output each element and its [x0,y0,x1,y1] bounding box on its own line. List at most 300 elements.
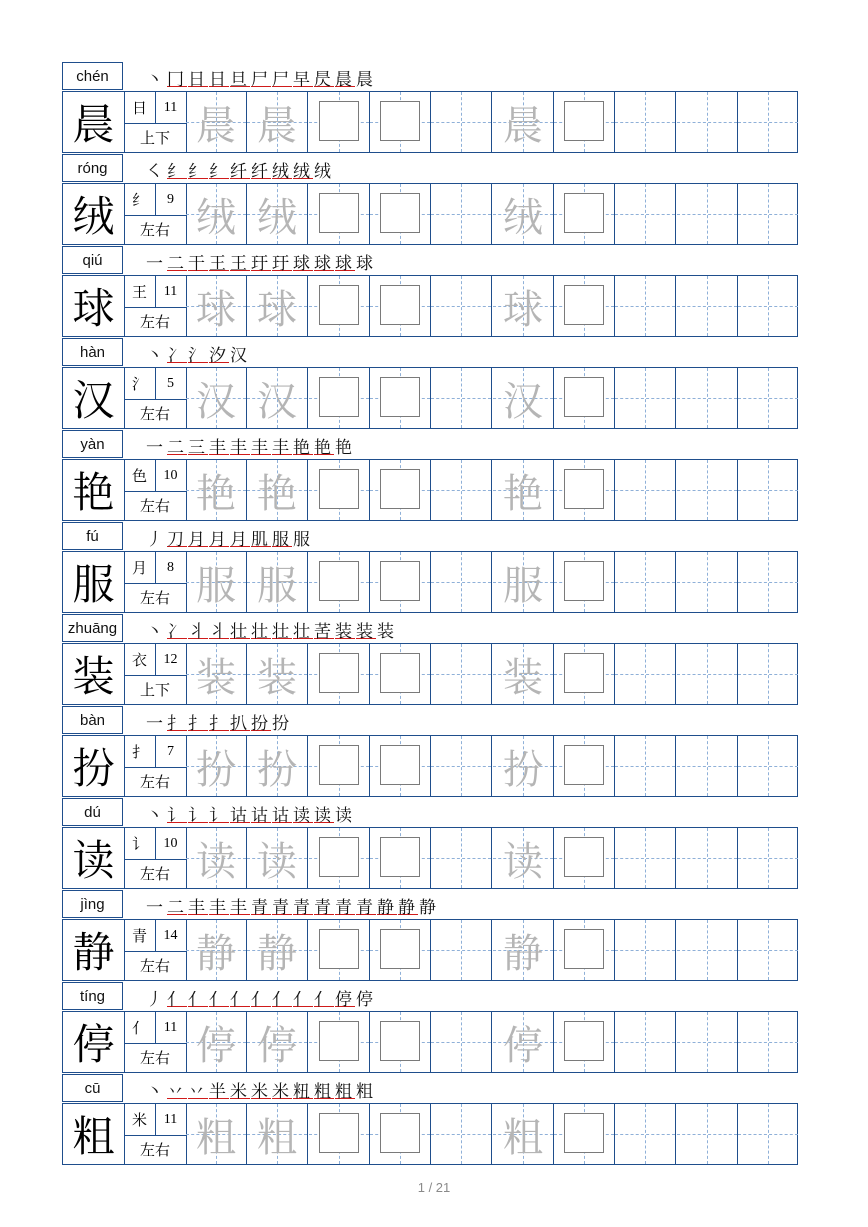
boxed-practice-cell[interactable] [309,736,370,796]
practice-cell[interactable] [677,552,738,612]
practice-cell[interactable] [738,736,799,796]
inner-box [319,837,359,877]
trace-cell[interactable] [247,1012,308,1072]
trace-character: 艳 [503,470,543,517]
guide-line [738,674,798,675]
practice-cell[interactable] [431,828,492,888]
trace-cell[interactable] [247,184,308,244]
stroke-count: 11 [155,1012,186,1044]
stroke-order [146,1075,377,1103]
trace-character: 艳 [257,470,297,517]
practice-cell[interactable] [738,92,799,152]
practice-cell[interactable] [677,644,738,704]
practice-cell[interactable] [431,276,492,336]
pinyin-row [62,982,798,1011]
stroke-step: 停 [356,989,376,1010]
stroke-step: 晨 [356,69,376,90]
boxed-practice-cell[interactable] [309,368,370,428]
guide-line [738,1134,798,1135]
trace-character: 扮 [503,746,543,793]
character-entry [62,890,798,982]
boxed-practice-cell[interactable] [554,276,615,336]
boxed-practice-cell[interactable] [554,184,615,244]
stroke-step: 王 [230,253,250,274]
writing-grid [62,367,798,429]
boxed-practice-cell[interactable] [554,644,615,704]
stroke-step: 丿 [146,529,166,550]
guide-line [431,398,491,399]
pinyin-row [62,246,798,275]
inner-box [380,653,420,693]
trace-character: 静 [257,930,297,977]
stroke-step: 丷 [188,1081,208,1102]
trace-cell[interactable] [493,1104,554,1164]
practice-cell[interactable] [615,276,676,336]
inner-box [564,745,604,785]
practice-cell[interactable] [738,460,799,520]
guide-line [431,1042,491,1043]
stroke-step: 肌 [251,529,271,550]
trace-cell[interactable] [493,828,554,888]
pinyin-row [62,430,798,459]
trace-cell[interactable] [493,460,554,520]
practice-cell[interactable] [738,828,799,888]
trace-cell[interactable] [247,828,308,888]
practice-cell[interactable] [431,1012,492,1072]
practice-cell[interactable] [615,552,676,612]
inner-box [564,1021,604,1061]
stroke-step: 粗 [314,1081,334,1102]
inner-box [380,929,420,969]
stroke-step: 扌 [188,713,208,734]
stroke-step: 壮 [272,621,292,642]
trace-cell[interactable] [493,552,554,612]
inner-box [319,561,359,601]
stroke-step: 丶 [146,805,166,826]
stroke-step: 亻 [272,989,292,1010]
practice-cell[interactable] [677,1104,738,1164]
boxed-practice-cell[interactable] [309,920,370,980]
trace-cell[interactable] [186,276,247,336]
trace-character: 装 [196,654,236,701]
stroke-step: 丶 [146,69,166,90]
stroke-step: 丰 [272,437,292,458]
inner-box [319,1113,359,1153]
boxed-practice-cell[interactable] [309,184,370,244]
stroke-step: 纤 [230,161,250,182]
practice-cell[interactable] [615,368,676,428]
trace-cell[interactable] [186,184,247,244]
character-info [124,1012,187,1072]
boxed-practice-cell[interactable] [370,828,431,888]
character-entry [62,62,798,154]
stroke-step: 丰 [209,897,229,918]
boxed-practice-cell[interactable] [370,92,431,152]
trace-cell[interactable] [186,1012,247,1072]
inner-box [319,101,359,141]
stroke-step: 纤 [251,161,271,182]
guide-line [738,122,798,123]
stroke-step: 丶 [146,1081,166,1102]
inner-box [380,193,420,233]
trace-cell[interactable] [186,736,247,796]
inner-box [564,377,604,417]
character-entry [62,706,798,798]
guide-line [431,1134,491,1135]
practice-cell[interactable] [431,920,492,980]
inner-box [564,653,604,693]
stroke-step: 粗 [356,1081,376,1102]
trace-character: 汉 [196,378,236,425]
writing-grid [62,735,798,797]
stroke-step: 扌 [209,713,229,734]
guide-line [615,214,675,215]
inner-box [319,929,359,969]
trace-cell[interactable] [247,276,308,336]
inner-box [380,1113,420,1153]
practice-cell[interactable] [677,828,738,888]
trace-cell[interactable] [493,184,554,244]
radical: 色 [124,460,156,492]
character-entry [62,614,798,706]
trace-cell[interactable] [186,920,247,980]
practice-cell[interactable] [738,644,799,704]
practice-cell[interactable] [431,1104,492,1164]
stroke-step: 绒 [293,161,313,182]
stroke-step: 丰 [230,897,250,918]
stroke-step: 静 [419,897,439,918]
guide-line [615,766,675,767]
stroke-step: 服 [293,529,313,550]
stroke-step: 讠 [209,805,229,826]
pinyin-label: zhuāng [62,614,123,642]
stroke-step: 二 [167,437,187,458]
boxed-practice-cell[interactable] [370,368,431,428]
stroke-step: 丷 [167,1081,187,1102]
stroke-step: 纟 [167,161,187,182]
guide-line [615,858,675,859]
inner-box [380,1021,420,1061]
stroke-step: 米 [272,1081,292,1102]
stroke-step: 亻 [230,989,250,1010]
model-character: 汉 [63,368,125,428]
radical: 月 [124,552,156,584]
stroke-count: 7 [155,736,186,768]
stroke-step: 一 [146,713,166,734]
writing-grid [62,827,798,889]
guide-line [431,582,491,583]
stroke-step: 装 [335,621,355,642]
guide-line [677,858,737,859]
boxed-practice-cell[interactable] [370,1104,431,1164]
boxed-practice-cell[interactable] [554,368,615,428]
trace-cell[interactable] [247,92,308,152]
radical: 日 [124,92,156,124]
stroke-step: 尸 [272,69,292,90]
stroke-step: 亻 [167,989,187,1010]
stroke-step: 一 [146,253,166,274]
boxed-practice-cell[interactable] [554,92,615,152]
boxed-practice-cell[interactable] [554,1104,615,1164]
stroke-step: 旦 [230,69,250,90]
character-entry [62,522,798,614]
trace-cell[interactable] [247,552,308,612]
stroke-step: 冫 [167,345,187,366]
practice-cell[interactable] [431,368,492,428]
trace-cell[interactable] [493,92,554,152]
inner-box [380,285,420,325]
pinyin-row [62,890,798,919]
stroke-step: 亻 [209,989,229,1010]
practice-cell[interactable] [738,920,799,980]
stroke-step: 丶 [146,621,166,642]
practice-cell[interactable] [615,644,676,704]
stroke-step: 玗 [251,253,271,274]
model-character: 粗 [63,1104,125,1164]
trace-cell[interactable] [186,1104,247,1164]
practice-cell[interactable] [615,460,676,520]
practice-cell[interactable] [677,460,738,520]
stroke-step: 纟 [209,161,229,182]
guide-line [677,306,737,307]
practice-cell[interactable] [431,92,492,152]
guide-line [431,122,491,123]
boxed-practice-cell[interactable] [554,1012,615,1072]
guide-line [615,306,675,307]
guide-line [738,1042,798,1043]
stroke-step: 亻 [293,989,313,1010]
boxed-practice-cell[interactable] [370,736,431,796]
boxed-practice-cell[interactable] [370,1012,431,1072]
trace-cell[interactable] [493,1012,554,1072]
stroke-count: 10 [155,828,186,860]
inner-box [564,1113,604,1153]
stroke-step: 青 [335,897,355,918]
trace-cell[interactable] [186,828,247,888]
practice-cell[interactable] [431,460,492,520]
trace-cell[interactable] [247,460,308,520]
stroke-step: 米 [251,1081,271,1102]
stroke-step: 亻 [188,989,208,1010]
character-info [124,184,187,244]
stroke-step: 诂 [272,805,292,826]
practice-cell[interactable] [738,184,799,244]
trace-character: 晨 [503,102,543,149]
boxed-practice-cell[interactable] [370,552,431,612]
trace-cell[interactable] [186,460,247,520]
radical: 扌 [124,736,156,768]
character-entry [62,246,798,338]
inner-box [564,193,604,233]
stroke-step: 汉 [230,345,250,366]
stroke-count: 5 [155,368,186,400]
structure: 左右 [139,221,170,239]
trace-character: 停 [196,1022,236,1069]
character-info [124,1104,187,1164]
stroke-order [146,155,335,183]
boxed-practice-cell[interactable] [309,552,370,612]
trace-character: 扮 [257,746,297,793]
boxed-practice-cell[interactable] [370,276,431,336]
practice-cell[interactable] [738,1012,799,1072]
practice-cell[interactable] [615,92,676,152]
boxed-practice-cell[interactable] [370,644,431,704]
trace-cell[interactable] [247,1104,308,1164]
stroke-step: 纟 [188,161,208,182]
stroke-step: 绒 [314,161,334,182]
stroke-step: 读 [293,805,313,826]
inner-box [564,561,604,601]
trace-cell[interactable] [247,920,308,980]
stroke-step: 服 [272,529,292,550]
trace-cell[interactable] [493,736,554,796]
character-info [124,276,187,336]
boxed-practice-cell[interactable] [554,552,615,612]
boxed-practice-cell[interactable] [370,920,431,980]
boxed-practice-cell[interactable] [309,92,370,152]
stroke-step: 读 [335,805,355,826]
stroke-step: 汐 [209,345,229,366]
guide-line [677,398,737,399]
radical: 氵 [124,368,156,400]
trace-cell[interactable] [493,644,554,704]
guide-line [738,950,798,951]
character-info [124,828,187,888]
practice-cell[interactable] [615,828,676,888]
radical: 衣 [124,644,156,676]
guide-line [615,1134,675,1135]
pinyin-label: bàn [62,706,123,734]
practice-cell[interactable] [677,184,738,244]
model-character: 装 [63,644,125,704]
radical: 青 [124,920,156,952]
character-info [124,552,187,612]
trace-cell[interactable] [186,552,247,612]
stroke-step: 亻 [314,989,334,1010]
boxed-practice-cell[interactable] [309,460,370,520]
practice-cell[interactable] [615,184,676,244]
structure: 左右 [139,589,170,607]
boxed-practice-cell[interactable] [554,736,615,796]
pinyin-label: hàn [62,338,123,366]
practice-cell[interactable] [738,552,799,612]
guide-line [615,674,675,675]
trace-cell[interactable] [493,920,554,980]
trace-character: 汉 [257,378,297,425]
trace-cell[interactable] [247,368,308,428]
boxed-practice-cell[interactable] [554,460,615,520]
practice-cell[interactable] [615,736,676,796]
guide-line [615,398,675,399]
stroke-step: 诂 [230,805,250,826]
practice-cell[interactable] [431,644,492,704]
trace-cell[interactable] [186,644,247,704]
trace-cell[interactable] [493,276,554,336]
stroke-step: 刀 [167,529,187,550]
practice-cell[interactable] [738,368,799,428]
stroke-order [146,431,356,459]
practice-cell[interactable] [431,184,492,244]
practice-cell[interactable] [677,920,738,980]
trace-character: 粗 [503,1114,543,1161]
structure: 左右 [139,497,170,515]
trace-character: 绒 [503,194,543,241]
practice-cell[interactable] [677,1012,738,1072]
practice-cell[interactable] [677,276,738,336]
practice-cell[interactable] [615,920,676,980]
boxed-practice-cell[interactable] [309,276,370,336]
boxed-practice-cell[interactable] [309,828,370,888]
practice-cell[interactable] [615,1104,676,1164]
trace-character: 汉 [503,378,543,425]
stroke-step: 丬 [188,621,208,642]
boxed-practice-cell[interactable] [370,460,431,520]
practice-cell[interactable] [615,1012,676,1072]
practice-cell[interactable] [431,736,492,796]
inner-box [319,469,359,509]
stroke-step: 艳 [314,437,334,458]
stroke-step: 早 [293,69,313,90]
character-info [124,460,187,520]
practice-cell[interactable] [677,368,738,428]
trace-cell[interactable] [186,368,247,428]
inner-box [380,469,420,509]
trace-character: 晨 [196,102,236,149]
practice-cell[interactable] [677,736,738,796]
practice-cell[interactable] [738,1104,799,1164]
stroke-step: 讠 [188,805,208,826]
boxed-practice-cell[interactable] [554,828,615,888]
trace-cell[interactable] [247,644,308,704]
stroke-order [146,983,377,1011]
character-entry [62,798,798,890]
practice-cell[interactable] [738,276,799,336]
trace-character: 服 [257,562,297,609]
character-info [124,644,187,704]
practice-cell[interactable] [431,552,492,612]
boxed-practice-cell[interactable] [309,644,370,704]
stroke-step: 装 [377,621,397,642]
stroke-step: 丰 [209,437,229,458]
inner-box [564,837,604,877]
trace-cell[interactable] [186,92,247,152]
boxed-practice-cell[interactable] [309,1012,370,1072]
stroke-step: 丿 [146,989,166,1010]
practice-cell[interactable] [677,92,738,152]
guide-line [738,490,798,491]
boxed-practice-cell[interactable] [554,920,615,980]
inner-box [319,745,359,785]
page-number: 1 / 21 [417,1180,451,1195]
stroke-step: 装 [356,621,376,642]
inner-box [319,1021,359,1061]
guide-line [431,766,491,767]
trace-cell[interactable] [247,736,308,796]
trace-character: 服 [503,562,543,609]
boxed-practice-cell[interactable] [309,1104,370,1164]
guide-line [677,766,737,767]
stroke-step: 停 [335,989,355,1010]
stroke-step: 青 [272,897,292,918]
trace-cell[interactable] [493,368,554,428]
boxed-practice-cell[interactable] [370,184,431,244]
stroke-step: 粈 [293,1081,313,1102]
guide-line [677,122,737,123]
stroke-count: 9 [155,184,186,216]
radical: 王 [124,276,156,308]
trace-character: 停 [257,1022,297,1069]
stroke-step: 丰 [230,437,250,458]
